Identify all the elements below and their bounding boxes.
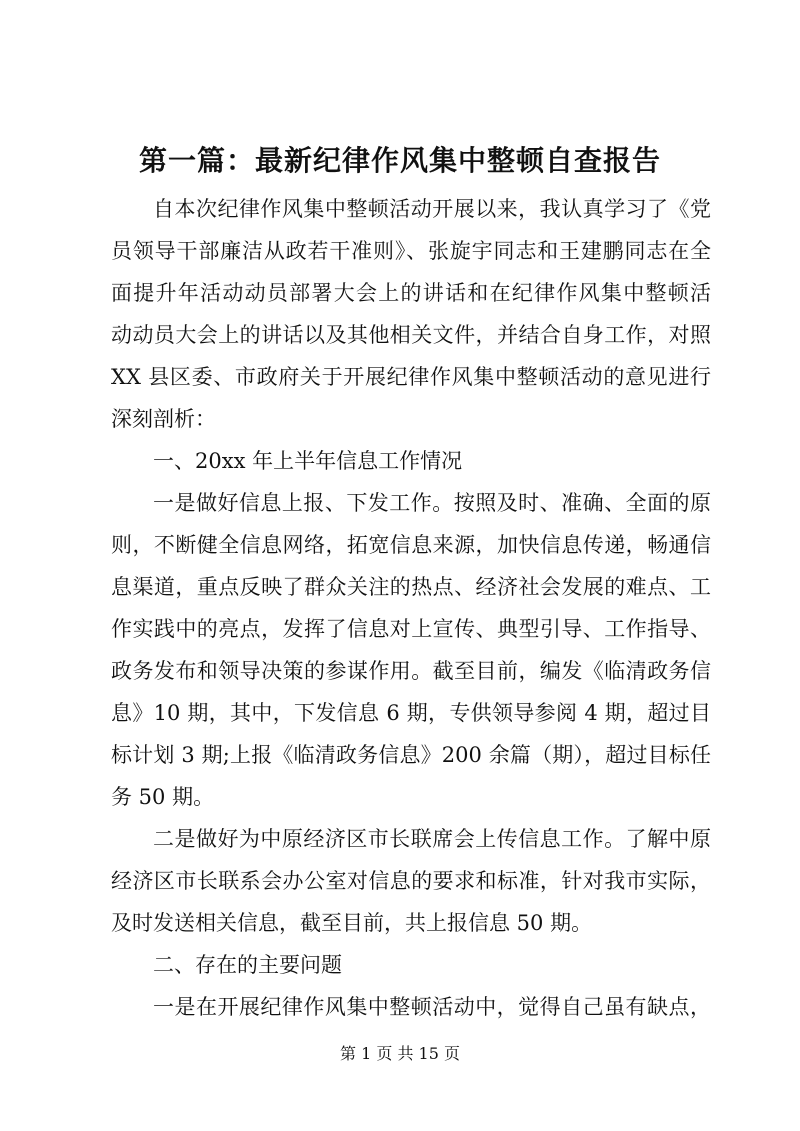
text-line: 员领导干部廉洁从政若干准则》、张旋宇同志和王建鹏同志在全 [111, 239, 711, 263]
text-line: 自本次纪律作风集中整顿活动开展以来，我认真学习了《党 [153, 197, 711, 221]
text-line: 动动员大会上的讲话以及其他相关文件，并结合自身工作，对照 [111, 323, 711, 347]
text-line: 作实践中的亮点，发挥了信息对上宣传、典型引导、工作指导、 [111, 617, 711, 641]
text-line: 息》10 期，其中，下发信息 6 期，专供领导参阅 4 期，超过目 [111, 701, 711, 725]
text-line: 一是在开展纪律作风集中整顿活动中，觉得自己虽有缺点， [153, 995, 711, 1019]
text-line: 政务发布和领导决策的参谋作用。截至目前，编发《临清政务信 [111, 659, 711, 683]
text-line: 二是做好为中原经济区市长联席会上传信息工作。了解中原 [153, 827, 711, 851]
text-line: 则，不断健全信息网络，拓宽信息来源，加快信息传递，畅通信 [111, 533, 711, 557]
text-line: 经济区市长联系会办公室对信息的要求和标准，针对我市实际， [111, 869, 711, 893]
document-title: 第一篇：最新纪律作风集中整顿自查报告 [138, 144, 661, 177]
text-line: 一是做好信息上报、下发工作。按照及时、准确、全面的原 [153, 491, 711, 515]
page-number-footer: 第 1 页 共 15 页 [340, 1044, 460, 1063]
text-line: 息渠道，重点反映了群众关注的热点、经济社会发展的难点、工 [111, 575, 711, 599]
text-line: 及时发送相关信息，截至目前，共上报信息 50 期。 [111, 911, 593, 935]
document-body [111, 188, 711, 1028]
text-line: 标计划 3 期;上报《临清政务信息》200 余篇（期），超过目标任 [111, 743, 711, 767]
section-heading: 二、存在的主要问题 [153, 953, 342, 977]
text-line: 面提升年活动动员部署大会上的讲话和在纪律作风集中整顿活 [111, 281, 711, 305]
text-line: 务 50 期。 [111, 785, 215, 809]
text-line: XX 县区委、市政府关于开展纪律作风集中整顿活动的意见进行 [111, 365, 711, 389]
text-line: 深刻剖析： [111, 407, 216, 431]
section-heading: 一、20xx 年上半年信息工作情况 [153, 449, 463, 473]
